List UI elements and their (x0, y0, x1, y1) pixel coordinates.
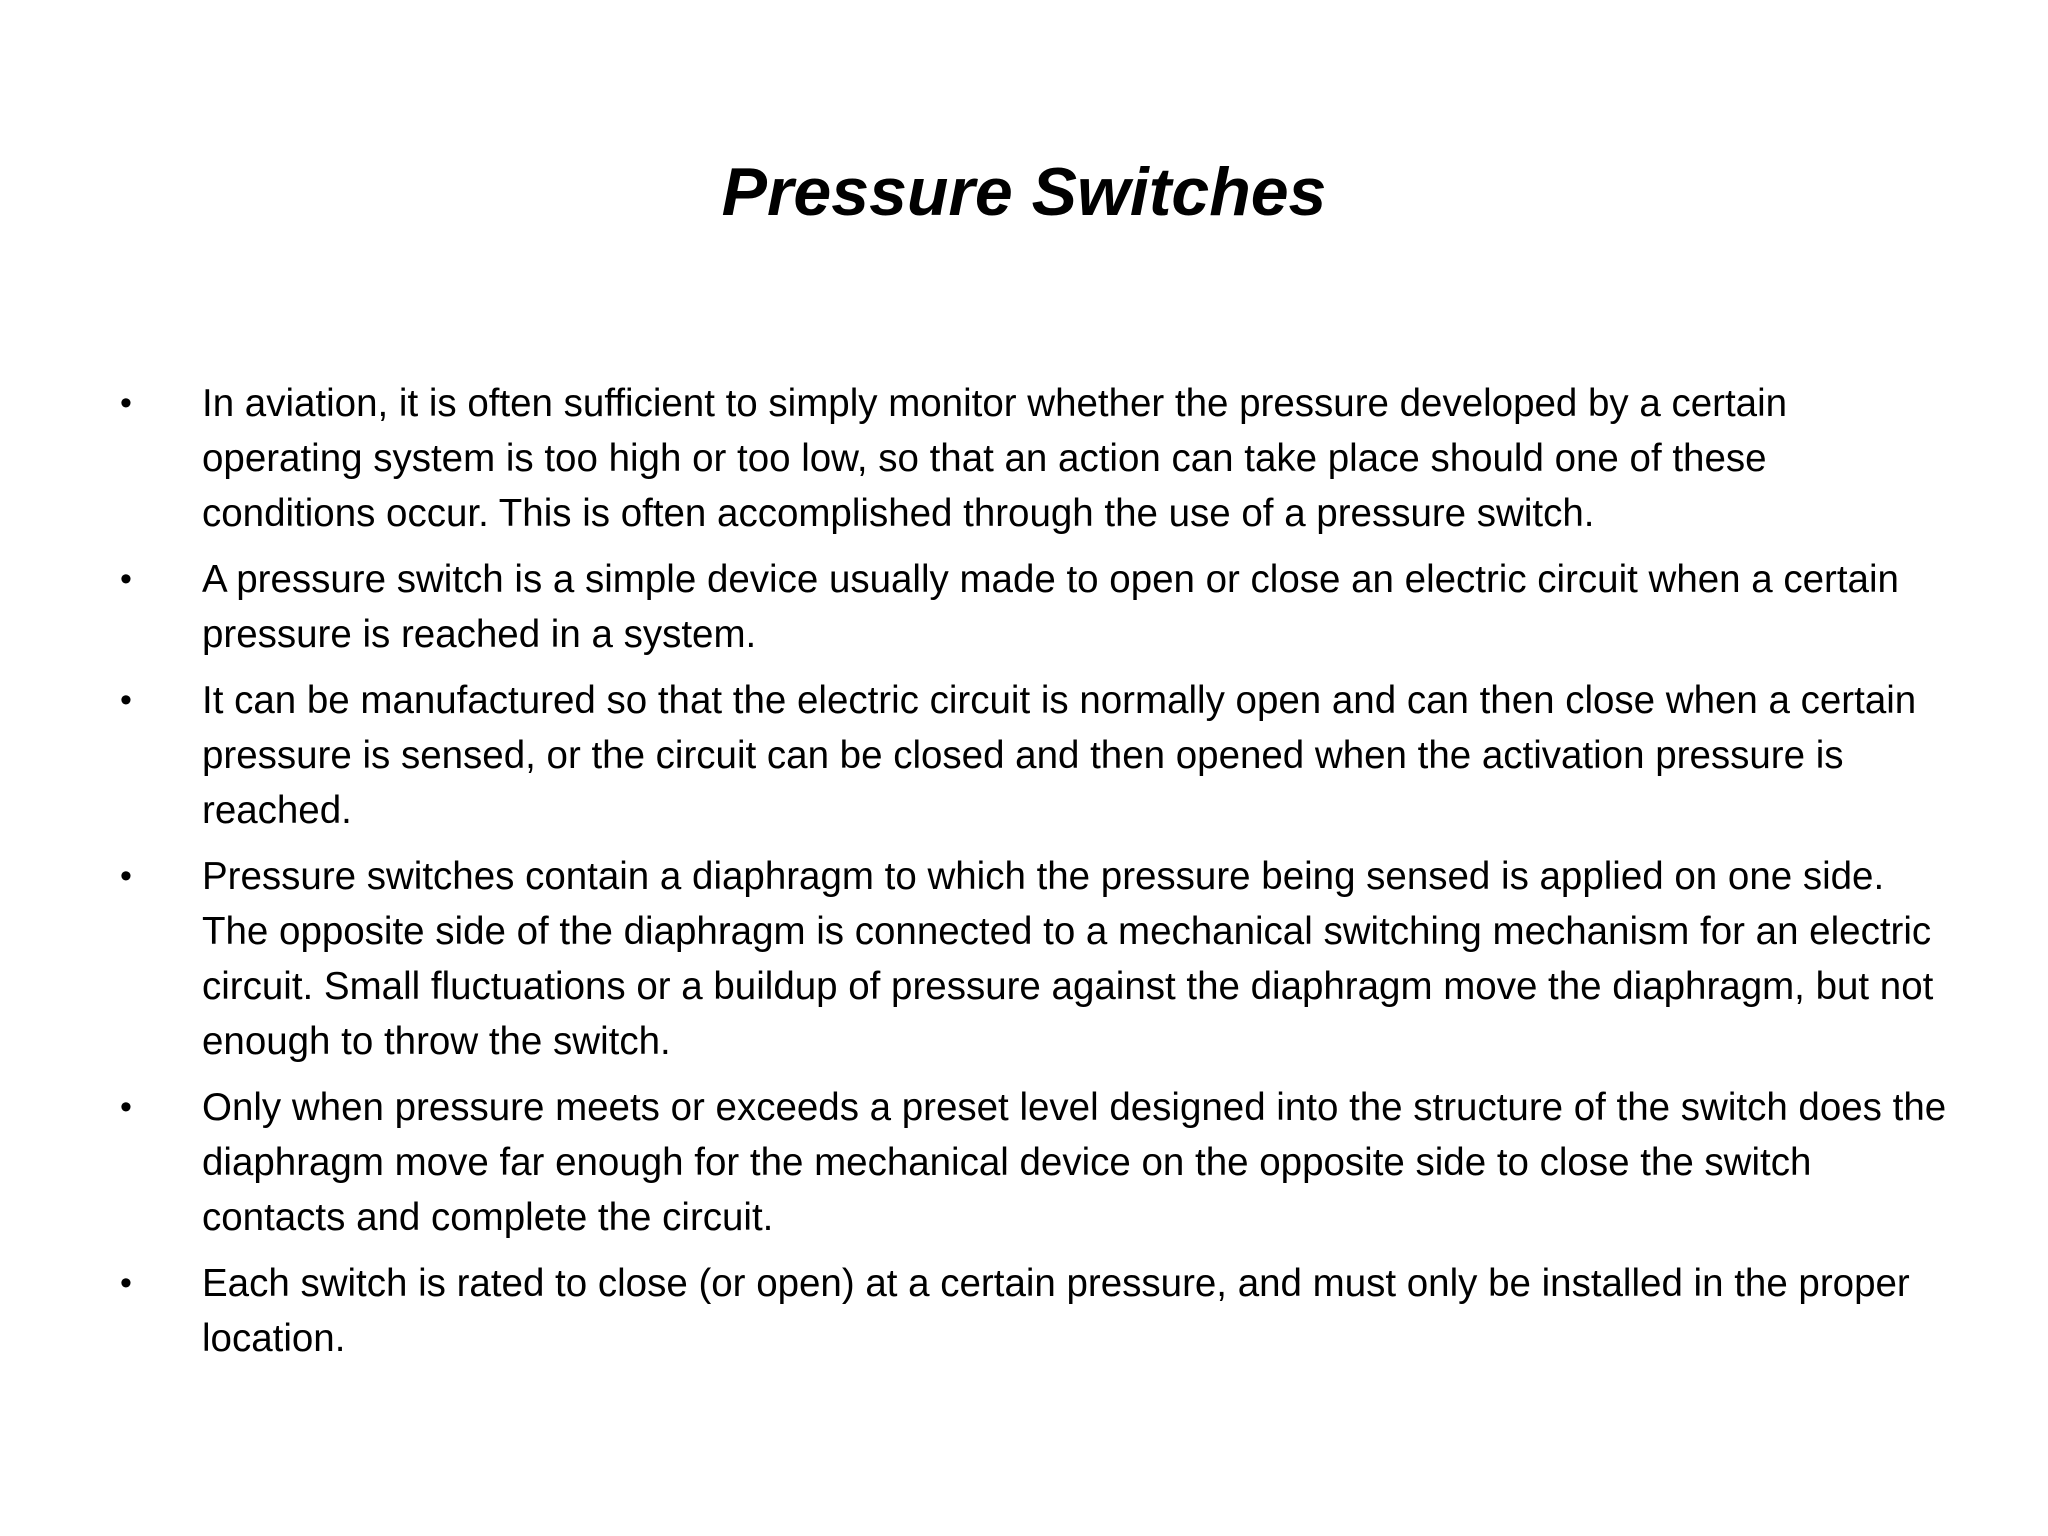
bullet-dot-icon: • (120, 681, 132, 719)
bullet-item (120, 849, 1950, 1069)
bullet-dot-icon: • (120, 857, 132, 895)
bullet-dot-icon: • (120, 1088, 132, 1126)
slide-title: Pressure Switches (721, 154, 1327, 230)
bullet-list (120, 376, 1950, 1377)
bullet-item (120, 673, 1950, 838)
bullet-text: It can be manufactured so that the electric circuit is normally open and can then close when a certain pressure is sensed, or the circuit can be closed and then opened when the activation pressure is reached. (202, 679, 1917, 832)
bullet-text: Each switch is rated to close (or open) at a certain pressure, and must only be installed in the proper location. (202, 1262, 1910, 1360)
bullet-text: In aviation, it is often sufficient to simply monitor whether the pressure developed by a certain operating system is too high or too low, so that an action can take place should one of these conditions occur. This is often accomplished through the use of a pressure switch. (202, 382, 1788, 535)
bullet-item (120, 552, 1950, 662)
bullet-item (120, 1256, 1950, 1366)
bullet-dot-icon: • (120, 560, 132, 598)
bullet-item (120, 1080, 1950, 1245)
bullet-text: Only when pressure meets or exceeds a preset level designed into the structure of the switch does the diaphragm move far enough for the mechanical device on the opposite side to close the switch contacts and complete the circuit. (202, 1086, 1947, 1239)
bullet-text: A pressure switch is a simple device usually made to open or close an electric circuit when a certain pressure is reached in a system. (202, 558, 1899, 656)
bullet-dot-icon: • (120, 384, 132, 422)
bullet-item (120, 376, 1950, 541)
bullet-text: Pressure switches contain a diaphragm to which the pressure being sensed is applied on one side. The opposite side of the diaphragm is connected to a mechanical switching mechanism for an electric circuit. Small fluctuations or a buildup of pressure against the diaphragm move the diaphragm, but not enough to throw the switch. (202, 855, 1934, 1063)
bullet-dot-icon: • (120, 1264, 132, 1302)
